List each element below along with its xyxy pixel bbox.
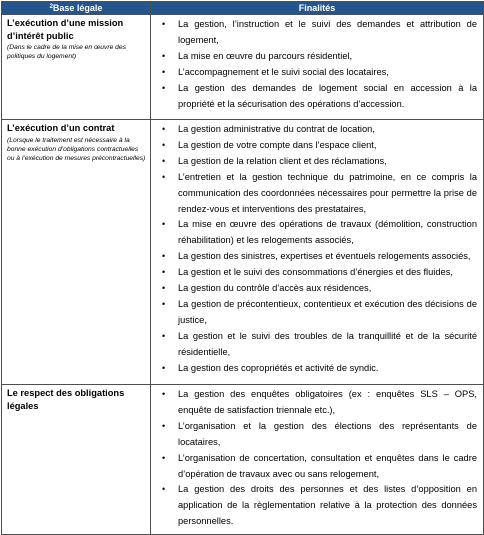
- legal-basis-title: L’exécution d’une mission d’intérêt public: [7, 18, 124, 41]
- purpose-text: La gestion des copropriétés et activité de syndic.: [178, 362, 379, 373]
- legal-basis-title: L’exécution d’un contrat: [7, 123, 115, 133]
- bullet-icon: •: [162, 155, 166, 166]
- purpose-text: L’entretien et la gestion technique du patrimoine, en ce compris la communication des coordonnées nécessaires pour permettre la prise de rendez-vous et interventions des prestataires,: [178, 171, 477, 214]
- header-basis: [2, 2, 151, 15]
- purpose-text: La gestion des enquêtes obligatoires (ex : enquêtes SLS – OPS, enquête de satisfaction triennale etc.),: [178, 389, 477, 415]
- purpose-item: [151, 419, 477, 451]
- purpose-item: [151, 297, 477, 329]
- purpose-text: La gestion du contrôle d’accès aux résidences,: [178, 283, 372, 294]
- purpose-item: [151, 154, 477, 170]
- purpose-text: La mise en œuvre des opérations de travaux (démolition, construction réhabilitation) et les relogements associés,: [178, 219, 477, 246]
- table-row: [2, 15, 484, 120]
- purposes-cell: [151, 15, 484, 120]
- table-row: [2, 385, 484, 535]
- purpose-item: [151, 138, 477, 154]
- purpose-text: La gestion, l’instruction et le suivi des demandes et attribution de logement,: [178, 19, 477, 45]
- purpose-text: L’organisation et la gestion des élections des représentants de locataires,: [178, 420, 477, 447]
- purpose-item: [151, 170, 477, 218]
- purpose-text: La gestion de la relation client et des réclamations,: [178, 155, 387, 166]
- purpose-item: [151, 482, 477, 530]
- bullet-icon: •: [162, 251, 166, 262]
- bullet-icon: •: [162, 267, 166, 278]
- purpose-item: [151, 249, 477, 265]
- footnote-marker: 2: [49, 4, 53, 10]
- bullet-icon: •: [162, 219, 166, 230]
- purposes-cell: [151, 385, 484, 535]
- purpose-text: La gestion des demandes de logement social en accession à la propriété et la sécurisation des opérations d’accession.: [178, 82, 477, 109]
- purpose-item: [151, 49, 477, 65]
- bullet-icon: •: [162, 298, 166, 309]
- purpose-text: La gestion de votre compte dans l’espace client,: [178, 139, 377, 150]
- bullet-icon: •: [162, 362, 166, 373]
- purpose-text: L’organisation de concertation, consultation et enquêtes dans le cadre d’opération de travaux avec ou sans relogement,: [178, 452, 477, 479]
- legal-basis-note: (Lorsque le traitement est nécessaire à la bonne exécution d’obligations contractuelles ou à l’exécution de mesures précontractuelles): [7, 136, 146, 162]
- header-purposes: Finalités: [151, 2, 484, 15]
- purpose-text: La gestion des sinistres, expertises et éventuels relogements associés,: [178, 251, 471, 262]
- purpose-item: [151, 17, 477, 49]
- purpose-item: [151, 281, 477, 297]
- purpose-text: La mise en œuvre du parcours résidentiel,: [178, 50, 353, 61]
- purpose-item: [151, 361, 477, 377]
- purpose-list: [151, 17, 477, 112]
- purpose-item: [151, 81, 477, 113]
- purpose-item: [151, 265, 477, 281]
- purpose-list: [151, 387, 477, 530]
- bullet-icon: •: [162, 452, 166, 463]
- purpose-list: [151, 122, 477, 377]
- bullet-icon: •: [162, 124, 166, 134]
- purpose-text: La gestion administrative du contrat de location,: [178, 124, 375, 134]
- table-row: [2, 120, 484, 385]
- legal-basis-note: (Dans le cadre de la mise en œuvre des politiques du logement): [7, 44, 126, 60]
- bullet-icon: •: [162, 484, 166, 495]
- bullet-icon: •: [162, 82, 166, 93]
- legal-basis-cell: [2, 15, 151, 120]
- bullet-icon: •: [162, 420, 166, 431]
- purpose-text: La gestion de précontentieux, contentieux et exécution des décisions de justice,: [178, 298, 477, 325]
- bullet-icon: •: [162, 50, 166, 61]
- bullet-icon: •: [162, 139, 166, 150]
- purposes-cell: [151, 120, 484, 385]
- bullet-icon: •: [162, 171, 166, 182]
- bullet-icon: •: [162, 66, 166, 77]
- purpose-item: [151, 451, 477, 483]
- purpose-text: La gestion et le suivi des troubles de la tranquillité et de la sécurité résidentielle,: [178, 330, 477, 357]
- bullet-icon: •: [162, 330, 166, 341]
- legal-basis-table: [1, 1, 484, 535]
- table-body: [2, 15, 484, 535]
- purpose-item: [151, 65, 477, 81]
- header-basis-label: Base légale: [52, 3, 103, 13]
- legal-basis-title: Le respect des obligations légales: [7, 388, 125, 411]
- legal-basis-cell: [2, 385, 151, 535]
- bullet-icon: •: [162, 283, 166, 294]
- purpose-text: La gestion des droits des personnes et des listes d’opposition en application de la règlementation relative à la protection des données personnelles.: [178, 484, 477, 527]
- purpose-text: La gestion et le suivi des consommations d’énergies et des fluides,: [178, 267, 453, 278]
- purpose-item: [151, 387, 477, 419]
- bullet-icon: •: [162, 19, 166, 29]
- table-header: [2, 2, 484, 15]
- legal-basis-cell: [2, 120, 151, 385]
- purpose-text: L’accompagnement et le suivi social des locataires,: [178, 66, 389, 77]
- purpose-item: [151, 122, 477, 138]
- bullet-icon: •: [162, 389, 166, 399]
- purpose-item: [151, 329, 477, 361]
- purpose-item: [151, 217, 477, 249]
